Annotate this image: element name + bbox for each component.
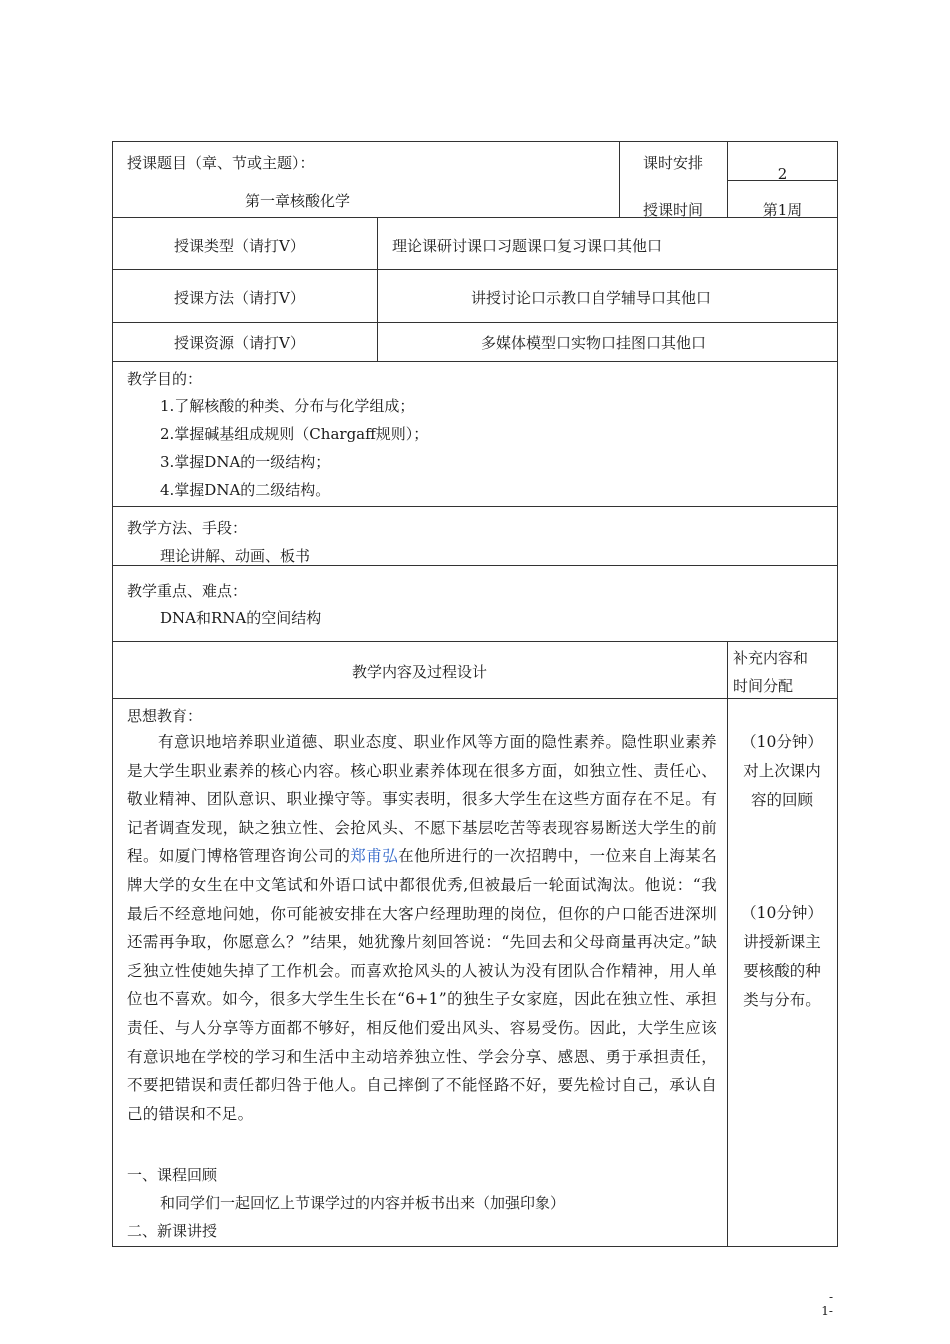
teaching-resource-label: 授课资源（请打V）	[174, 334, 305, 352]
supplement-heading-line2: 时间分配	[733, 677, 794, 695]
course-type-label: 授课类型（请打V）	[174, 237, 305, 255]
row-divider	[112, 698, 838, 699]
section-review-content: 和同学们一起回忆上节课学过的内容并板书出来（加强印象）	[160, 1194, 566, 1212]
key-points-heading: 教学重点、难点：	[127, 582, 248, 600]
row-divider	[112, 269, 838, 270]
teaching-method-options: 讲授讨论口示教口自学辅导口其他口	[471, 289, 712, 307]
key-points-content: DNA和RNA的空间结构	[160, 609, 322, 627]
row-divider	[112, 506, 838, 507]
objectives-heading: 教学目的：	[127, 370, 203, 388]
column-divider	[377, 217, 378, 361]
teaching-resource-options: 多媒体模型口实物口挂图口其他口	[481, 334, 707, 352]
page-number: - 1-	[821, 1290, 833, 1318]
objective-item: 3.掌握DNA的一级结构；	[160, 453, 331, 471]
ideological-education-heading: 思想教育：	[127, 707, 203, 725]
section-new-lesson-heading: 二、新课讲授	[127, 1222, 218, 1240]
time-note-review: （10分钟） 对上次课内 容的回顾	[741, 733, 823, 809]
methods-heading: 教学方法、手段：	[127, 519, 248, 537]
teaching-time-value: 第1周	[762, 201, 803, 219]
objective-item: 4.掌握DNA的二级结构。	[160, 481, 331, 499]
course-type-options: 理论课研讨课口习题课口复习课口其他口	[392, 237, 663, 255]
person-name-link[interactable]: 郑甫弘	[350, 847, 399, 866]
teaching-time-label: 授课时间	[642, 201, 703, 219]
ideological-education-paragraph: 有意识地培养职业道德、职业态度、职业作风等方面的隐性素养。隐性职业素养是大学生职业素养的核心内容。核心职业素养体现在很多方面，如独立性、责任心、敬业精神、团队意识、职业操守等。事实表明，很多大学生在这些方面存在不足。有记者调查发现，缺之独立性、会抢风头、不愿下基层吃苦等表现容易断送大学生的前程。如厦门博格管理咨询公司的郑甫弘在他所进行的一次招聘中，一位来自上海某名牌大学的女生在中文笔试和外语口试中都很优秀,但被最后一轮面试淘汰。他说：“我最后不经意地问她，你可能被安排在大客户经理助理的岗位，但你的户口能否进深圳还需再争取，你愿意么？”结果，她犹豫片刻回答说：“先回去和父母商量再决定。”缺乏独立性使她失掉了工作机会。而喜欢抢风头的人被认为没有团队合作精神，用人单位也不喜欢。如今，很多大学生生长在“6+1”的独生子女家庭，因此在独立性、承担责任、与人分享等方面都不够好，相反他们爱出风头、容易受伤。因此，大学生应该有意识地在学校的学习和生活中主动培养独立性、学会分享、感恩、勇于承担责任，不要把错误和责任都归咎于他人。自己摔倒了不能怪路不好，要先检讨自己，承认自己的错误和不足。	[127, 733, 717, 1123]
row-divider	[112, 322, 838, 323]
objective-item: 2.掌握碱基组成规则（Chargaff规则）；	[160, 425, 429, 443]
row-divider	[112, 361, 838, 362]
time-note-new-lesson: （10分钟） 讲授新课主 要核酸的种 类与分布。	[741, 904, 823, 1009]
teaching-method-label: 授课方法（请打V）	[174, 289, 305, 307]
hours-label: 课时安排	[642, 154, 703, 172]
chapter-title: 第一章核酸化学	[245, 192, 351, 210]
content-design-heading: 教学内容及过程设计	[351, 663, 487, 681]
objective-item: 1.了解核酸的种类、分布与化学组成；	[160, 397, 415, 415]
methods-content: 理论讲解、动画、板书	[160, 547, 311, 565]
section-review-heading: 一、课程回顾	[127, 1166, 218, 1184]
supplement-heading-line1: 补充内容和	[733, 649, 809, 667]
row-divider	[112, 641, 838, 642]
course-topic-label: 授课题目（章、节或主题）：	[127, 154, 315, 172]
hours-value: 2	[777, 165, 788, 183]
